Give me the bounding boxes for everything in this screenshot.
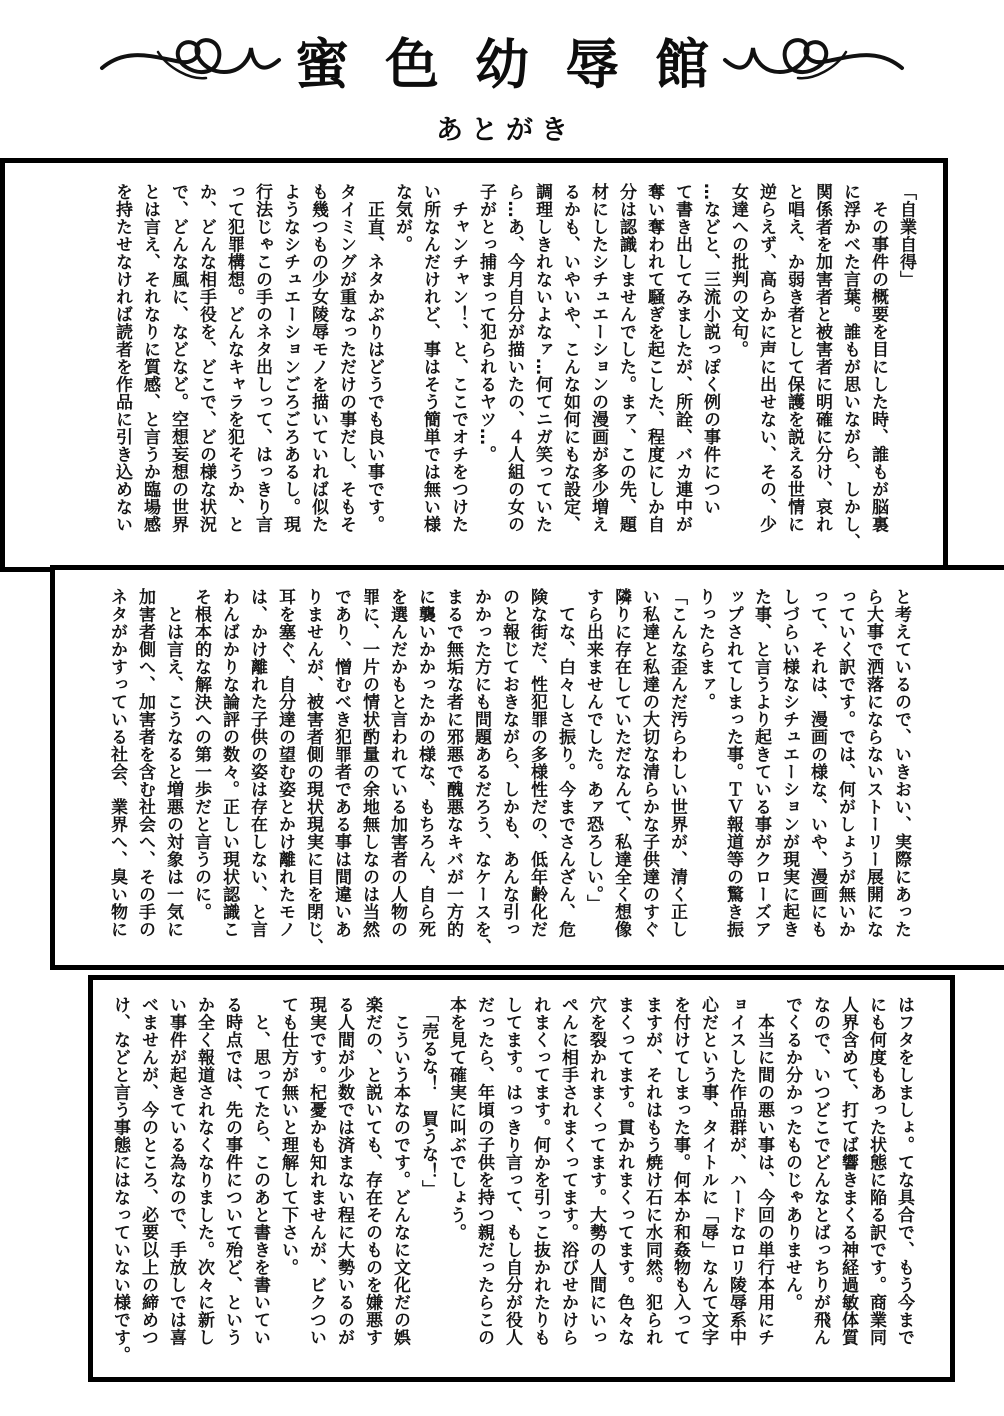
text-column: しづらい様なシチュエーションが現実に起き [779, 588, 799, 938]
text-column: とは言え、こうなると増悪の対象は一気に [163, 588, 183, 938]
text-column: …などと、三流小説っぽく例の事件につい [700, 183, 720, 516]
text-column: 心だという事、タイトルに「辱」なんて文字 [698, 996, 718, 1346]
afterword-block-2 [50, 565, 1004, 970]
text-column: てな、白々しさ振り。今までさんざん、危 [555, 588, 575, 938]
text-column: ら大事で洒落にならないストーリー展開にな [863, 588, 883, 938]
text-column: 現実です。杞憂かも知れませんが、ビクつい [306, 996, 326, 1346]
subtitle: あとがき [436, 115, 576, 146]
text-column: のと報じておきながら、しかも、あんな引っ [499, 588, 519, 938]
text-column: と唱え、か弱き者として保護を説える世情に [784, 183, 804, 533]
text-column: る人間が少数では済まない程に大勢いるのが [334, 996, 354, 1346]
text-column: を付けてしまった事。何本か和姦物も入って [670, 996, 690, 1346]
text-column: 関係者を加害者と被害者に明確に分け、哀れ [812, 183, 832, 533]
text-column: その事件の概要を目にした時、誰もが脳裏 [868, 183, 888, 533]
text-column: は、かけ離れた子供の姿は存在しない、と言 [247, 588, 267, 938]
text-column: 耳を塞ぐ、自分達の望む姿とかけ離れたモノ [275, 588, 295, 938]
text-column: を持たせなければ読者を作品に引き込めない [112, 183, 132, 533]
text-columns [5, 163, 943, 567]
text-column: 「売るな！ 買うな！」 [418, 996, 438, 1198]
text-column: 正直、ネタかぶりはどうでも良い事です。 [364, 183, 384, 533]
text-column: って、それは、漫画の様な、いや、漫画にも [807, 588, 827, 938]
flourish-left-icon [98, 28, 283, 92]
text-column: であり、憎むべき犯罪者である事は間違いあ [331, 588, 351, 938]
text-column: って犯罪構想。どんなキャラを犯そうか、と [224, 183, 244, 533]
text-column: 楽だの、と説いても、存在そのものを嫌悪す [362, 996, 382, 1346]
text-column: にも何度もあった状態に陥る訳です。商業同 [866, 996, 886, 1346]
text-column: れまくってます。何かを引っこ抜かれたりも [530, 996, 550, 1346]
text-column: 隣りに存在していただなんて、私達全く想像 [611, 588, 631, 938]
text-column: そ根本的な解決への第一歩だと言うのに。 [191, 588, 211, 921]
text-column: してます。はっきり言って、もし自分が役人 [502, 996, 522, 1346]
text-column: っていく訳です。では、何がしょうが無いか [835, 588, 855, 938]
title-row [0, 14, 1004, 106]
text-column: べませんが、今のところ、必要以上の締めつ [138, 996, 158, 1346]
title-header [0, 14, 1004, 147]
text-column: ョイスした作品群が、ハードなロリ陵辱系中 [726, 996, 746, 1346]
text-column: と、思ってたら、このあと書きを書いてい [250, 996, 270, 1346]
text-column: まるで無垢な者に邪悪で醜悪なキバが一方的 [443, 588, 463, 938]
text-column: 行法じゃこの手のネタ出しって、はっきり言 [252, 183, 272, 533]
text-column: か、どんな相手役を、どこで、どの様な状況 [196, 183, 216, 533]
text-column: なので、いつどこでどんなとばっちりが飛ん [810, 996, 830, 1346]
text-column: 「自業自得」 [896, 183, 916, 288]
text-column: 奪い奪われて騒ぎを起こした、程度にしか自 [644, 183, 664, 533]
text-column: に襲いかかったかの様な、もちろん、自ら死 [415, 588, 435, 938]
text-column: た事、と言うより起きている事がクローズア [751, 588, 771, 938]
text-column: タイミングが重なっただけの事だし、そもそ [336, 183, 356, 533]
text-column: ップされてしまった事。ＴＶ報道等の驚き振 [723, 588, 743, 938]
text-column: と考えているので、いきおい、実際にあった [891, 588, 911, 938]
flourish-right-icon [721, 28, 906, 92]
text-column: 本を見て確実に叫ぶでしょう。 [446, 996, 466, 1241]
text-column: ら…あ、今月自分が描いたの、４人組の女の [504, 183, 524, 533]
text-column: か全く報道されなくなりました。次々に新し [194, 996, 214, 1346]
text-column: 「こんな歪んだ汚らわしい世界が、清く正し [667, 588, 687, 938]
text-column: りませんが、被害者側の現状現実に目を閉じ、 [303, 588, 323, 956]
text-column: とは言え、それなりに質感、と言うか臨場感 [140, 183, 160, 533]
text-column: ぺんに相手されまくってます。浴びせかけら [558, 996, 578, 1346]
text-column: い所なんだけれど、事はそう簡単では無い様 [420, 183, 440, 533]
text-column: 本当に間の悪い事は、今回の単行本用にチ [754, 996, 774, 1346]
text-column: るかも、いやいや、こんな如何にもな設定、 [560, 183, 580, 533]
text-column: も幾つもの少女陵辱モノを描いていれば似た [308, 183, 328, 533]
text-column: 罪に、一片の情状酌量の余地無しなのは当然 [359, 588, 379, 938]
text-column: まくってます。貫かれまくってます。色々な [614, 996, 634, 1346]
text-column: りったらまァ。 [695, 588, 715, 711]
text-column: 子がとっ捕まって犯られるヤツ…。 [476, 183, 496, 463]
text-column: で、どんな風に、などなど。空想妄想の世界 [168, 183, 188, 533]
text-column: る時点では、先の事件について殆ど、という [222, 996, 242, 1346]
text-columns [55, 570, 1004, 965]
text-column: な気が。 [392, 183, 412, 253]
text-column: ネタがかすっている社会、業界へ、臭い物に [107, 588, 127, 938]
text-column: でくるか分かったものじゃありません。 [782, 996, 802, 1311]
text-column: 穴を裂かれまくってます。大勢の人間にいっ [586, 996, 606, 1346]
text-column: ますが、それはもう焼け石に水同然。犯られ [642, 996, 662, 1346]
text-column: 険な街だ、性犯罪の多様性だの、低年齢化だ [527, 588, 547, 938]
text-column: 調理しきれないよなァ…何てニガ笑っていた [532, 183, 552, 533]
text-column: ても仕方が無いと理解して下さい。 [278, 996, 298, 1276]
text-column: に浮かべた言葉。誰もが思いながら、しかし、 [840, 183, 860, 551]
text-column: チャンチャン！、と、ここでオチをつけた [448, 183, 468, 533]
afterword-block-3 [88, 975, 955, 1382]
text-column: い事件が起きている為なので、手放しでは喜 [166, 996, 186, 1346]
text-column: 加害者側へ、加害者を含む社会へ、その手の [135, 588, 155, 938]
text-column: わんばかりな論評の数々。正しい現状認識こ [219, 588, 239, 938]
afterword-block-1 [0, 158, 948, 572]
text-column: い私達と私達の大切な清らかな子供達のすぐ [639, 588, 659, 938]
page-title: 蜜色幼辱館 [295, 31, 745, 96]
text-column: 分は認識しませんでした。まァ、この先、題 [616, 183, 636, 533]
text-column: 逆らえず、高らかに声に出せない、その、少 [756, 183, 776, 533]
text-column: 女達への批判の文句。 [728, 183, 748, 358]
text-column: て書き出してみましたが、所詮、バカ連中が [672, 183, 692, 533]
text-columns [93, 980, 950, 1377]
text-column: 人界含めて、打てば響きまくる神経過敏体質 [838, 996, 858, 1346]
text-column: ようなシチュエーションごろごろあるし。現 [280, 183, 300, 533]
text-column: け、などと言う事態にはなっていない様です。 [110, 996, 130, 1364]
text-column: 材にしたシチュエーションの漫画が多少増え [588, 183, 608, 533]
text-column: すら出来ませんでした。あァ恐ろしい。」 [583, 588, 603, 912]
text-column: だったら、年頃の子供を持つ親だったらこの [474, 996, 494, 1346]
text-column: こういう本なのです。どんなに文化だの娯 [390, 996, 410, 1346]
text-column: を選んだかもと言われている加害者の人物の [387, 588, 407, 938]
text-column: はフタをしましょ。てな具合で、もう今まで [894, 996, 914, 1346]
text-column: かかった方にも問題あるだろう、なケースを、 [471, 588, 491, 956]
